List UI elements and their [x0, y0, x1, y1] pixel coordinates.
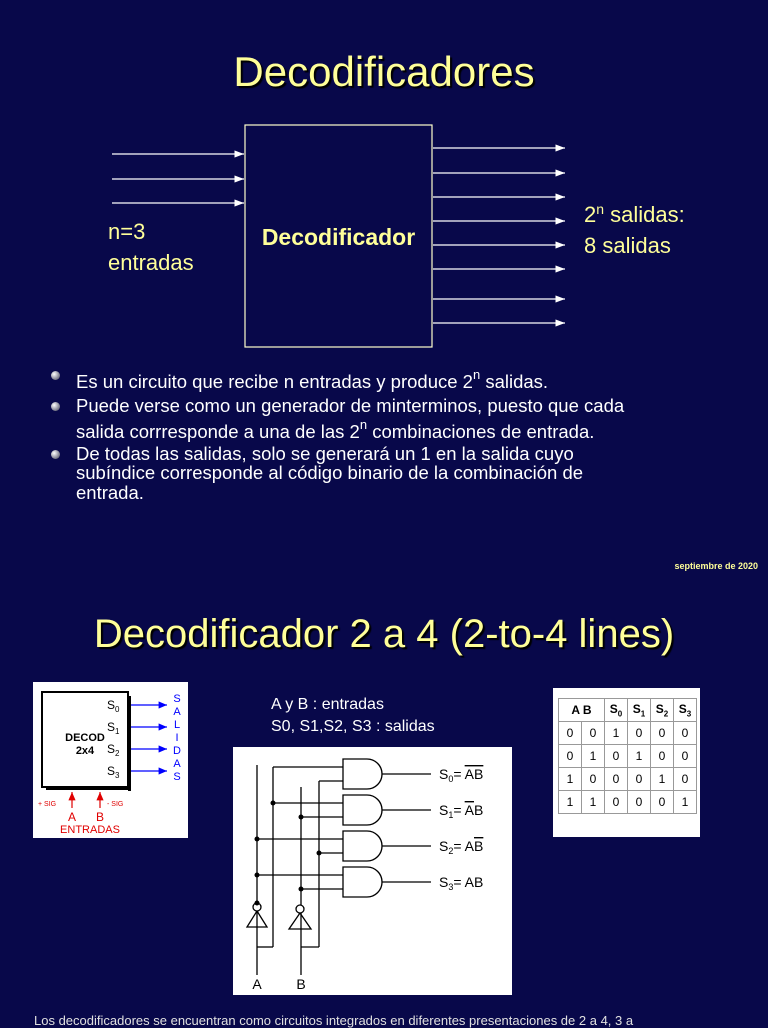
- bullet-text: entrada.: [76, 481, 144, 503]
- table-cell: 0: [628, 722, 651, 745]
- io-line: S0, S1,S2, S3 : salidas: [271, 718, 435, 735]
- decod-s1: $S_1$: [107, 720, 120, 736]
- bullet-item: [48, 396, 748, 442]
- table-cell: 0: [559, 722, 582, 745]
- bullet-list: [48, 365, 748, 504]
- salidas-letter: I: [175, 732, 179, 744]
- table-cell: 0: [628, 791, 651, 814]
- bullet-text: subíndice corresponde al código binario de la combinación de: [76, 462, 584, 483]
- label-s1: $S_1=$ AB: [439, 802, 484, 820]
- slide1-title: Decodificadores: [233, 48, 535, 95]
- inputs-label-line2: entradas: [108, 250, 194, 275]
- table-cell: 1: [605, 722, 628, 745]
- gate-circuit-panel: [233, 747, 512, 995]
- table-row: [559, 745, 697, 768]
- label-s2: $S_2=$ AB: [439, 838, 484, 856]
- decoder-2x4-svg: [33, 682, 188, 838]
- table-cell: 1: [582, 745, 605, 768]
- salidas-letter: A: [173, 758, 181, 770]
- io-description: [271, 694, 435, 738]
- bullet-text: De todas las salidas, solo se generará un 1 en la salida cuyo: [76, 442, 574, 464]
- in-b: B: [95, 810, 105, 824]
- io-line: A y B : entradas: [271, 696, 384, 713]
- table-cell: 0: [582, 768, 605, 791]
- bullet-icon: [51, 450, 60, 459]
- table-cell: 1: [628, 745, 651, 768]
- table-cell: 0: [628, 768, 651, 791]
- table-row: [559, 768, 697, 791]
- gate-circuit-svg: [233, 747, 512, 995]
- salidas-letter: S: [173, 771, 181, 783]
- outputs-label: [584, 194, 685, 261]
- slide-date: septiembre de 2020: [674, 561, 758, 571]
- bullet-text-part: salida corrresponde a una de las 2: [76, 421, 360, 442]
- table-cell: 0: [605, 791, 628, 814]
- bullet-icon: [51, 371, 60, 380]
- salidas-vertical: [173, 693, 181, 783]
- inverter-b: [289, 913, 311, 929]
- label-s3: $S_3=$ AB: [439, 874, 484, 892]
- sig-minus: - SIG: [107, 801, 124, 808]
- outputs-base: 2: [584, 202, 597, 227]
- bullet-text-part: combinaciones de entrada.: [367, 421, 595, 442]
- outputs-label-line1: [584, 194, 685, 230]
- bullet-item: [48, 444, 748, 503]
- table-row: [559, 722, 697, 745]
- salidas-letter: S: [173, 693, 181, 705]
- sig-plus: + SIG: [38, 801, 57, 808]
- table-cell: 0: [605, 768, 628, 791]
- table-cell: 0: [651, 791, 674, 814]
- table-cell: 0: [674, 768, 697, 791]
- entradas-label: ENTRADAS: [60, 824, 120, 836]
- and-gate-s1: [343, 795, 382, 825]
- table-cell: 1: [651, 768, 674, 791]
- in-a: A: [67, 810, 77, 824]
- decoder-2x4-image: [33, 682, 188, 838]
- table-cell: 0: [651, 745, 674, 768]
- bullet-text: [76, 415, 748, 442]
- salidas-letter: D: [173, 745, 181, 757]
- salidas-letter: A: [173, 706, 181, 718]
- footer-text: Los decodificadores se encuentran como circuitos integrados en diferentes presentaciones de 2 a 4, 3 a: [34, 1013, 634, 1028]
- bullet-text: salidas.: [480, 371, 549, 392]
- bullet-text: Puede verse como un generador de minterminos, puesto que cada: [76, 394, 625, 416]
- decoder-block-label: Decodificador: [261, 224, 416, 250]
- decod-s2: $S_2$: [107, 742, 120, 758]
- decod-label: DECOD: [65, 732, 105, 744]
- table-cell: 1: [582, 791, 605, 814]
- and-gate-s0: [343, 759, 382, 789]
- and-gate-s2: [343, 831, 382, 861]
- decod-shadow: [46, 787, 131, 790]
- truth-table-body: [559, 722, 697, 814]
- bullet-text: Es un circuito que recibe n entradas y produce 2: [76, 371, 473, 392]
- tt-header: $S_2$: [651, 699, 674, 722]
- input-label-a: A: [252, 976, 262, 992]
- tt-header-ab: A B: [559, 699, 605, 722]
- table-cell: 0: [674, 745, 697, 768]
- outputs-sup: n: [596, 201, 605, 217]
- truth-table-panel: [553, 688, 700, 837]
- decod-s0: $S_0$: [107, 698, 120, 714]
- label-s0: $S_0=$ AB: [439, 766, 484, 784]
- bullet-icon: [51, 402, 60, 411]
- truth-table-header: [559, 699, 697, 722]
- table-row: [559, 791, 697, 814]
- inputs-label: [108, 216, 194, 278]
- truth-table: [558, 698, 697, 814]
- table-cell: 0: [605, 745, 628, 768]
- tt-header: $S_1$: [628, 699, 651, 722]
- slide2-title: Decodificador 2 a 4 (2-to-4 lines): [93, 612, 675, 656]
- table-cell: 0: [582, 722, 605, 745]
- outputs-label-line2: 8 salidas: [584, 233, 671, 258]
- decod-s3: $S_3$: [107, 764, 120, 780]
- decod-label: 2x4: [75, 745, 95, 757]
- input-label-b: B: [296, 976, 306, 992]
- tt-header: $S_3$: [674, 699, 697, 722]
- tt-header: $S_0$: [605, 699, 628, 722]
- table-cell: 0: [651, 722, 674, 745]
- outputs-rest: salidas:: [604, 202, 685, 227]
- table-cell: 1: [559, 768, 582, 791]
- table-cell: 1: [674, 791, 697, 814]
- table-cell: 0: [674, 722, 697, 745]
- decod-shadow: [128, 696, 131, 791]
- table-cell: 1: [559, 791, 582, 814]
- bullet-sup: n: [472, 367, 481, 382]
- bullet-sup: n: [359, 417, 368, 432]
- bullet-item: [48, 365, 748, 392]
- and-gate-s3: [343, 867, 382, 897]
- table-cell: 0: [559, 745, 582, 768]
- inputs-label-line1: n=3: [108, 219, 146, 244]
- salidas-letter: L: [173, 719, 181, 731]
